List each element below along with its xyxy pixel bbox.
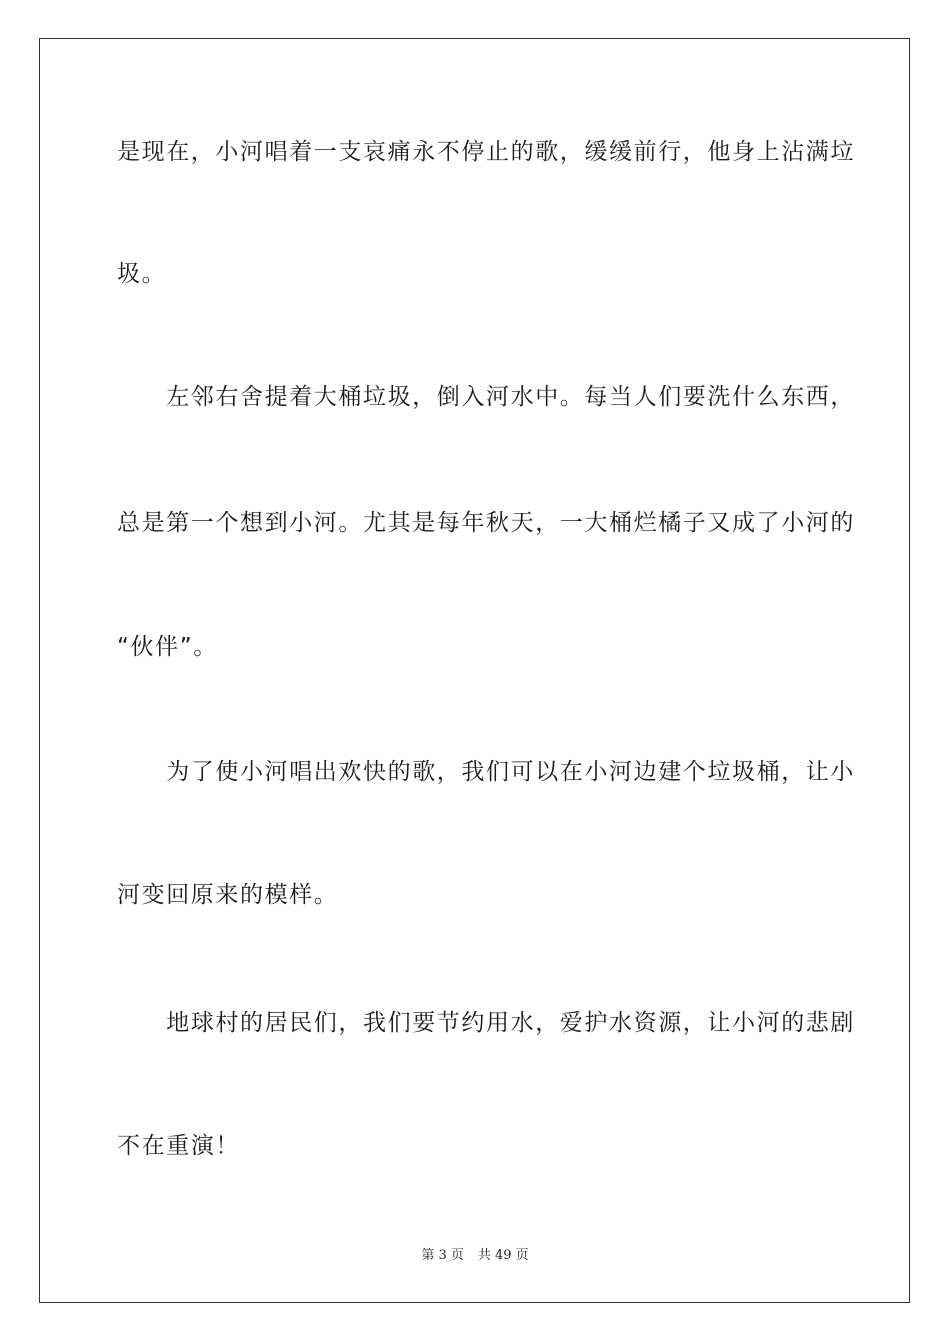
text-line: 圾。 <box>117 261 167 287</box>
page-number: 第 3 页 <box>421 1248 464 1263</box>
text-line: 左邻右舍提着大桶垃圾，倒入河水中。每当人们要洗什么东西， <box>117 384 855 410</box>
total-pages: 共 49 页 <box>477 1248 529 1263</box>
page-border <box>39 38 910 1303</box>
text-line: 是现在，小河唱着一支哀痛永不停止的歌，缓缓前行，他身上沾满垃 <box>117 139 855 165</box>
text-line: 为了使小河唱出欢快的歌，我们可以在小河边建个垃圾桶，让小 <box>117 759 855 785</box>
text-line: 总是第一个想到小河。尤其是每年秋天，一大桶烂橘子又成了小河的 <box>117 510 855 536</box>
text-line: “伙伴”。 <box>117 634 218 660</box>
text-line: 地球村的居民们，我们要节约用水，爱护水资源，让小河的悲剧 <box>117 1010 855 1036</box>
text-line: 河变回原来的模样。 <box>117 882 339 908</box>
text-line: 不在重演！ <box>117 1133 240 1159</box>
page-footer <box>0 1247 950 1265</box>
